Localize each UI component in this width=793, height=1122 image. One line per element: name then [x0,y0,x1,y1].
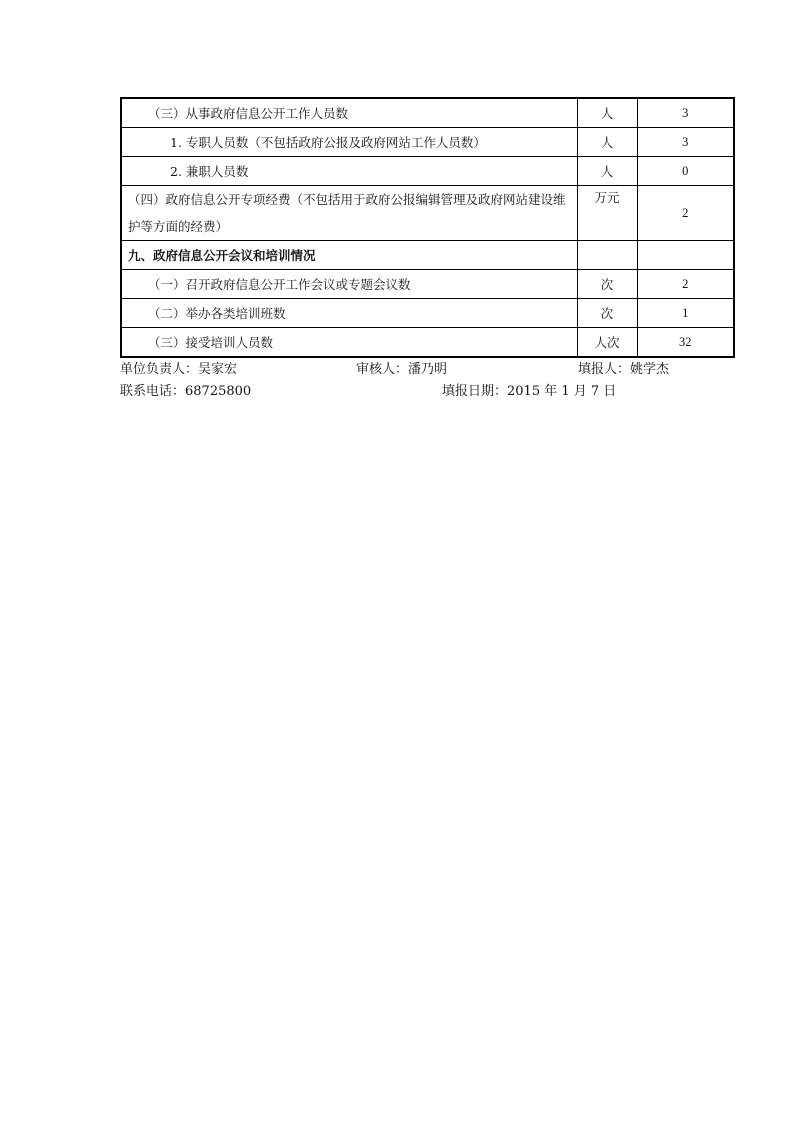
fill-date: 填报日期：2015 年 1 月 7 日 [442,384,617,399]
row-value: 0 [637,157,734,186]
responsible-person: 单位负责人：吴家宏 [120,362,238,377]
row-unit: 人 [577,157,637,186]
phone: 联系电话：68725800 [120,384,252,399]
row-item: （一）召开政府信息公开工作会议或专题会议数 [121,270,577,299]
row-unit: 人 [577,98,637,128]
filler: 填报人：姚学杰 [578,362,670,377]
table-row [121,299,734,328]
row-unit: 人次 [577,328,637,358]
table-row [121,270,734,299]
row-value: 2 [637,270,734,299]
table-row [121,186,734,241]
row-value: 1 [637,299,734,328]
section-title: 九、政府信息公开会议和培训情况 [121,241,577,270]
report-table [120,97,735,358]
row-unit: 万元 [577,186,637,241]
row-value: 3 [637,128,734,157]
row-item: 2. 兼职人员数 [121,157,577,186]
contact-line [120,380,733,400]
row-value: 2 [637,186,734,241]
row-unit [577,241,637,270]
row-unit: 人 [577,128,637,157]
table-row [121,128,734,157]
table-row [121,98,734,128]
row-item: （二）举办各类培训班数 [121,299,577,328]
row-value [637,241,734,270]
section-header-row [121,241,734,270]
signature-line [120,358,733,378]
row-value: 32 [637,328,734,358]
reviewer: 审核人：潘乃明 [356,362,448,377]
row-item: 1. 专职人员数（不包括政府公报及政府网站工作人员数） [121,128,577,157]
table-row [121,157,734,186]
row-unit: 次 [577,270,637,299]
row-item: （四）政府信息公开专项经费（不包括用于政府公报编辑管理及政府网站建设维护等方面的经费） [121,186,577,241]
row-item: （三）接受培训人员数 [121,328,577,358]
row-value: 3 [637,98,734,128]
row-unit: 次 [577,299,637,328]
table-row [121,328,734,358]
row-item: （三）从事政府信息公开工作人员数 [121,98,577,128]
